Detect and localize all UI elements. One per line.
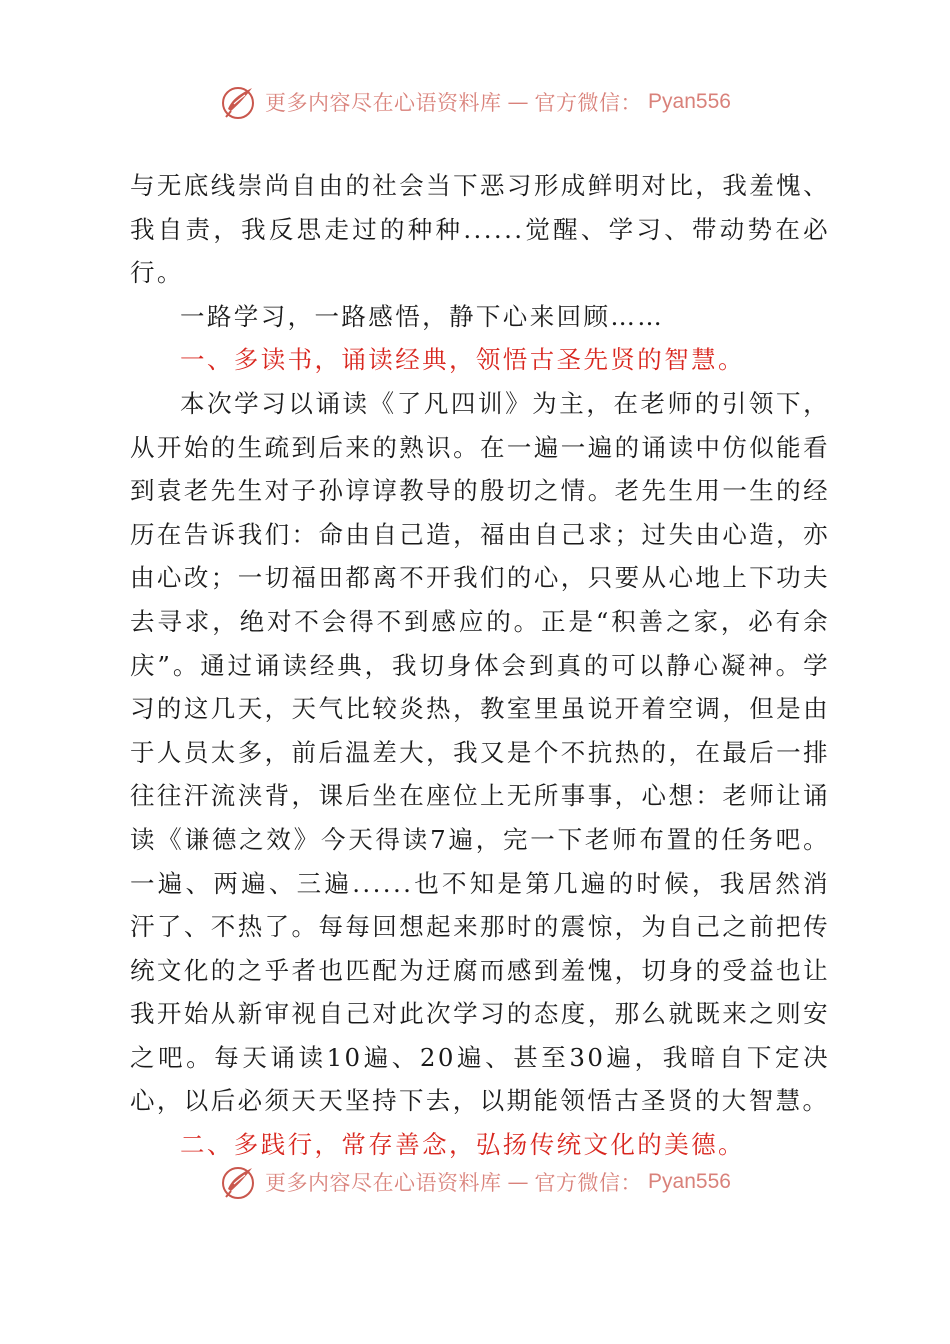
banner-separator: — [507,1170,529,1194]
pen-logo-icon [219,82,259,122]
banner-label: 官方微信： [534,1171,643,1195]
header-watermark-banner [0,80,950,124]
banner-wechat-id: Pyan556 [648,1170,731,1193]
banner-label: 官方微信： [534,91,643,115]
banner-text: 更多内容尽在心语资料库 [265,91,502,115]
pen-logo-icon [219,1162,259,1202]
section-heading-1: 一、多读书，诵读经典，领悟古圣先贤的智慧。 [180,345,745,375]
footer-watermark-banner [0,1160,950,1204]
section-heading-2: 二、多践行，常存善念，弘扬传统文化的美德。 [180,1130,745,1160]
paragraph-review: 一路学习，一路感悟，静下心来回顾…… [180,301,665,331]
banner-text: 更多内容尽在心语资料库 [265,1171,502,1195]
banner-wechat-id: Pyan556 [648,90,731,113]
banner-separator: — [507,90,529,114]
paragraph-intro: 与无底线崇尚自由的社会当下恶习形成鲜明对比，我羞愧、我自责，我反思走过的种种......觉醒、学习、带动势在必行。 [130,171,830,288]
document-body [130,164,830,1167]
paragraph-reading: 本次学习以诵读《了凡四训》为主，在老师的引领下，从开始的生疏到后来的熟识。在一遍一遍的诵读中仿似能看到袁老先生对子孙谆谆教导的殷切之情。老先生用一生的经历在告诉我们：命由自己造，福由自己求；过失由心造，亦由心改；一切福田都离不开我们的心，只要从心地上下功夫去寻求，绝对不会得不到感应的。正是“积善之家，必有余庆”。通过诵读经典，我切身体会到真的可以静心凝神。学习的这几天，天气比较炎热，教室里虽说开着空调，但是由于人员太多，前后温差大，我又是个不抗热的，在最后一排往往汗流浃背，课后坐在座位上无所事事，心想：老师让诵读《谦德之效》今天得读7遍，完一下老师布置的任务吧。一遍、两遍、三遍......也不知是第几遍的时候，我居然消汗了、不热了。每每回想起来那时的震惊，为自己之前把传统文化的之乎者也匹配为迂腐而感到羞愧，切身的受益也让我开始从新审视自己对此次学习的态度，那么就既来之则安之吧。每天诵读10遍、20遍、甚至30遍，我暗自下定决心，以后必须天天坚持下去，以期能领悟古圣贤的大智慧。 [130,388,830,1116]
